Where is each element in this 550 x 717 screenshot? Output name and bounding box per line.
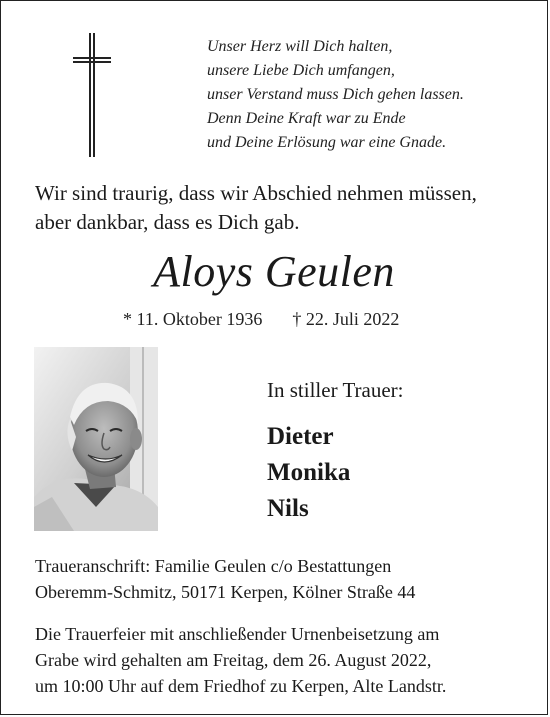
deceased-name: Aloys Geulen — [153, 247, 395, 296]
mourner-name: Nils — [267, 495, 309, 522]
intro-line: aber dankbar, dass es Dich gab. — [35, 210, 300, 234]
mourner-name: Dieter — [267, 423, 334, 450]
address-line: Oberemm-Schmitz, 50171 Kerpen, Kölner Straße 44 — [35, 582, 416, 602]
intro-line: Wir sind traurig, dass wir Abschied nehmen müssen, — [35, 181, 477, 205]
poem-line: Denn Deine Kraft war zu Ende — [207, 110, 406, 127]
address-line: Traueranschrift: Familie Geulen c/o Bestattungen — [35, 556, 392, 576]
portrait-photo — [34, 347, 158, 531]
birth-date: * 11. Oktober 1936 — [123, 309, 263, 329]
cross-icon — [73, 33, 111, 157]
funeral-line: um 10:00 Uhr auf dem Friedhof zu Kerpen, Alte Landstr. — [35, 676, 447, 696]
funeral-line: Grabe wird gehalten am Freitag, dem 26. August 2022, — [35, 650, 432, 670]
poem-line: und Deine Erlösung war eine Gnade. — [207, 134, 447, 151]
mourner-name: Monika — [267, 459, 351, 486]
life-dates — [123, 307, 399, 331]
mourning-label: In stiller Trauer: — [267, 378, 404, 402]
mourning-address — [35, 553, 415, 605]
poem-line: unsere Liebe Dich umfangen, — [207, 62, 395, 79]
funeral-info — [35, 621, 446, 699]
intro-text — [35, 179, 535, 237]
funeral-line: Die Trauerfeier mit anschließender Urnenbeisetzung am — [35, 624, 440, 644]
death-date: † 22. Juli 2022 — [292, 309, 400, 329]
mourners-list — [267, 419, 350, 527]
poem — [207, 35, 464, 155]
poem-line: unser Verstand muss Dich gehen lassen. — [207, 86, 464, 103]
poem-line: Unser Herz will Dich halten, — [207, 38, 393, 55]
